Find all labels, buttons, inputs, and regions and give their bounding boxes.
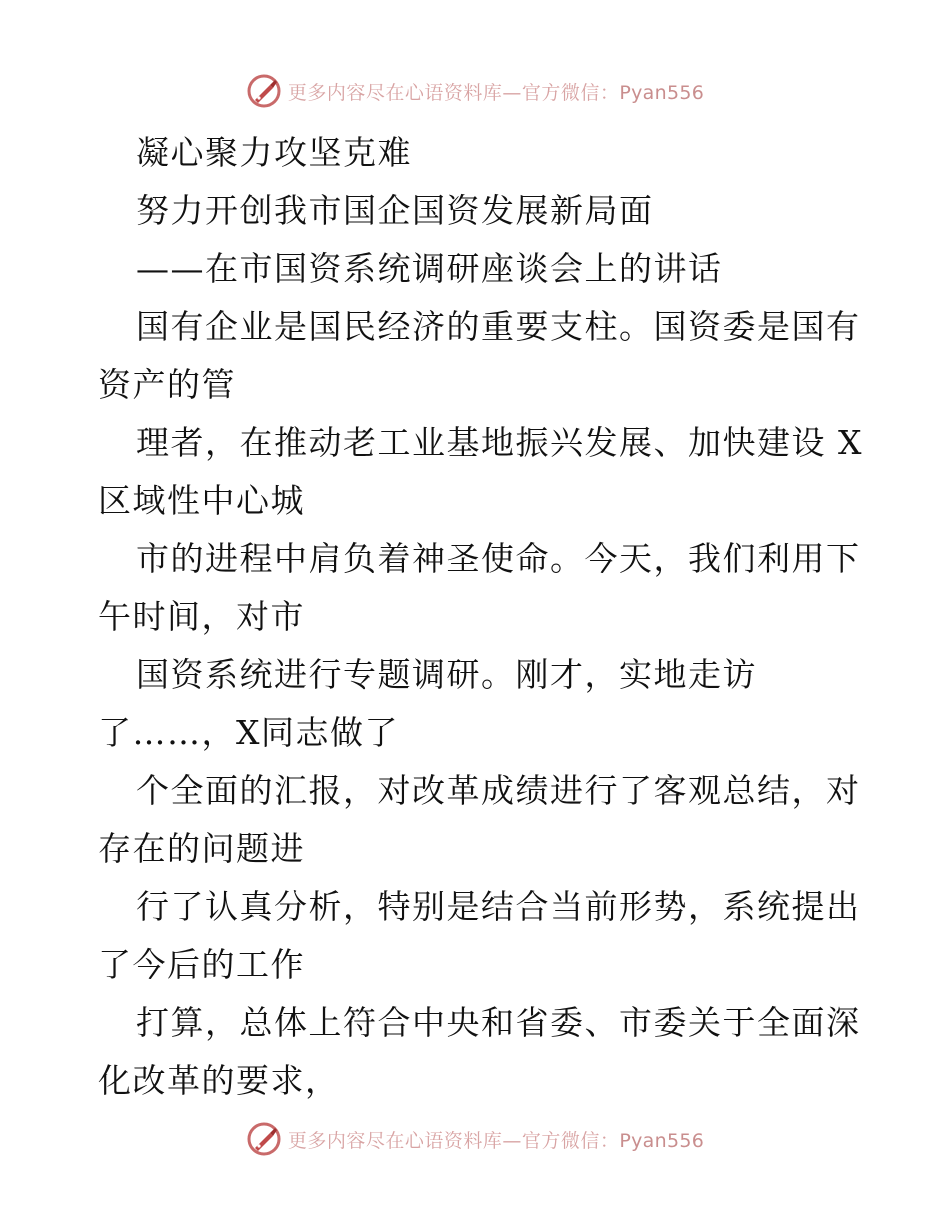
watermark-wechat-id: Pyan556 [619, 81, 705, 104]
paragraph-line: 资产的管 [98, 365, 236, 404]
doc-title-line-2: 努力开创我市国企国资发展新局面 [136, 191, 654, 230]
paragraph-line: 市的进程中肩负着神圣使命。今天，我们利用下 [136, 539, 861, 578]
footer-watermark [0, 1117, 950, 1161]
paragraph-line: 国资系统进行专题调研。刚才，实地走访 [136, 655, 757, 694]
paragraph-line: 了……，X同志做了 [98, 713, 399, 752]
header-watermark [0, 69, 950, 113]
doc-title-line-1: 凝心聚力攻坚克难 [136, 133, 412, 172]
paragraph-line: 化改革的要求， [98, 1061, 340, 1100]
paragraph-line: 个全面的汇报，对改革成绩进行了客观总结，对 [136, 771, 861, 810]
doc-subtitle: ——在市国资系统调研座谈会上的讲话 [136, 249, 723, 288]
watermark-text [288, 1126, 704, 1153]
pen-nib-logo-icon [246, 1121, 282, 1157]
paragraph-line: 存在的问题进 [98, 829, 305, 868]
paragraph-line: 行了认真分析，特别是结合当前形势，系统提出 [136, 887, 861, 926]
watermark-text [288, 78, 704, 105]
watermark-label: 更多内容尽在心语资料库—官方微信： [287, 81, 620, 104]
pen-nib-logo-icon [246, 73, 282, 109]
paragraph-line: 国有企业是国民经济的重要支柱。国资委是国有 [136, 307, 861, 346]
paragraph-line: 理者，在推动老工业基地振兴发展、加快建设 X [136, 423, 863, 462]
paragraph-line: 午时间，对市 [98, 597, 305, 636]
paragraph-line: 了今后的工作 [98, 945, 305, 984]
watermark-label: 更多内容尽在心语资料库—官方微信： [287, 1129, 620, 1152]
paragraph-line: 区域性中心城 [98, 481, 305, 520]
document-body [98, 124, 863, 1110]
paragraph-line: 打算，总体上符合中央和省委、市委关于全面深 [136, 1003, 861, 1042]
watermark-wechat-id: Pyan556 [619, 1129, 705, 1152]
